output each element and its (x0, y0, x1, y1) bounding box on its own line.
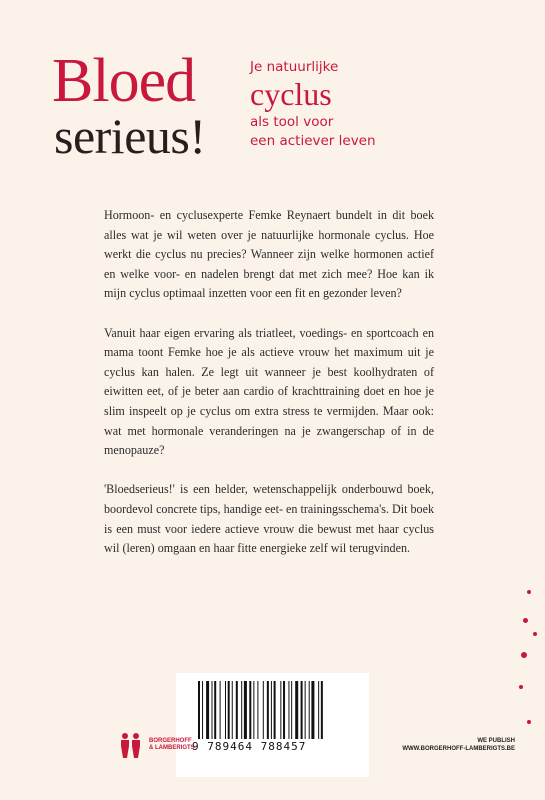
barcode-panel (176, 673, 369, 777)
dot-icon (533, 632, 537, 636)
dot-icon (521, 652, 527, 658)
barcode-icon (196, 681, 356, 739)
tagline (250, 58, 376, 151)
website-line-1: WE PUBLISH (477, 738, 515, 744)
website-line-2: WWW.BORGERHOFF-LAMBERIGTS.BE (402, 746, 515, 752)
publisher-logo-icon (116, 732, 146, 758)
isbn-digits: 9 789464 788457 (192, 740, 307, 753)
dot-icon (519, 685, 523, 689)
title-line-1: Bloed (52, 47, 196, 115)
tagline-line-1: Je natuurlijke (250, 59, 339, 75)
blurb-paragraph-1: Hormoon- en cyclusexperte Femke Reynaert bundelt in dit boek alles wat je wil weten over je natuurlijke hormonale cyclus. Hoe werkt die cyclus nu precies? Wanneer zijn welke hormonen actief en welke voor- en nadelen brengt dat met zich mee? Hoe kan ik mijn cyclus optimaal inzetten voor een fit en gezonder leven? (104, 208, 434, 301)
dot-icon (523, 618, 528, 623)
tagline-line-2: cyclus (250, 76, 332, 112)
blurb-paragraph-3: 'Bloedserieus!' is een helder, wetenschappelijk onderbouwd boek, boordevol concrete tips, handige eet- en trainingsschema's. Dit boek is een must voor iedere actieve vrouw die bewust met haar cyclus wil (leren) omgaan en haar fitte energieke zelf wil terugvinden. (104, 482, 434, 556)
tagline-line-4: een actiever leven (250, 133, 376, 149)
publisher-line-2: & LAMBERIGTS (149, 745, 195, 751)
publisher-website (402, 737, 515, 753)
publisher-line-1: BORGERHOFF (149, 738, 192, 744)
title-line-2: serieus! (54, 108, 206, 164)
dot-icon (527, 590, 531, 594)
tagline-line-3: als tool voor (250, 114, 334, 130)
dot-icon (527, 720, 531, 724)
book-title (52, 47, 206, 164)
blurb (104, 206, 434, 578)
publisher-name (149, 738, 195, 752)
decorative-dots (505, 590, 545, 790)
blurb-paragraph-2: Vanuit haar eigen ervaring als triatleet, voedings- en sportcoach en mama toont Femke hoe je als actieve vrouw het maximum uit je cyclus kan halen. Ze legt uit wanneer je best koolhydraten of eiwitten eet, of je beter aan cardio of krachttraining doet en hoe je slim inspeelt op je cyclus om extra stress te vermijden. Maar ook: wat met hormonale veranderingen na je zwangerschap of in de menopauze? (104, 325, 434, 458)
